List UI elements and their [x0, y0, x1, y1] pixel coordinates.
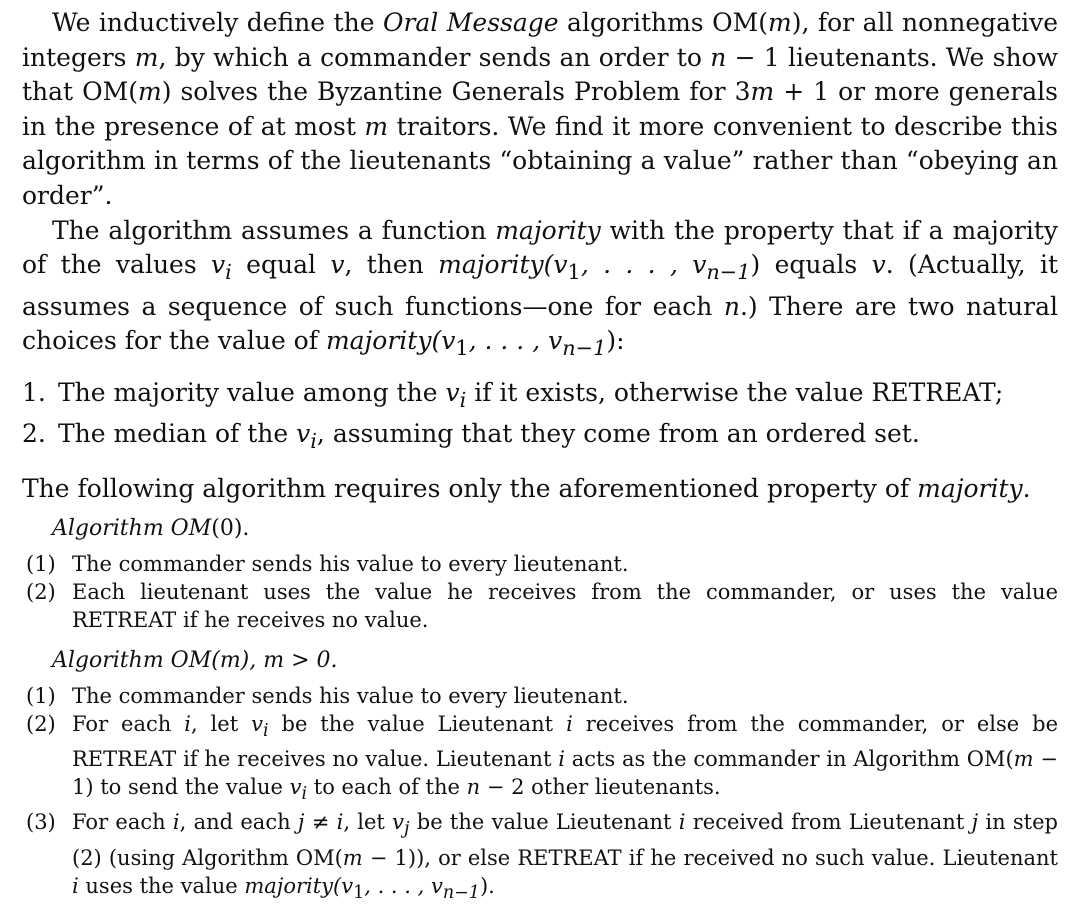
text-run: − 1 lieutenants. We show that OM(	[22, 42, 1059, 107]
text-run: j	[971, 810, 979, 835]
text-run: Algorithm OM	[52, 515, 212, 541]
text-run: 1	[353, 882, 365, 903]
text-run: m	[750, 77, 775, 107]
text-run: v	[330, 250, 345, 280]
text-run: i	[678, 810, 686, 835]
text-run: (v	[543, 250, 568, 280]
text-run: m	[134, 42, 159, 72]
text-run: i	[310, 428, 317, 453]
text-run: ):	[606, 326, 625, 356]
text-run: equal	[231, 250, 331, 280]
text-run: i	[72, 873, 79, 898]
text-run: , . . . , v	[364, 873, 443, 898]
text-run: in step (2) (using Algorithm OM(	[72, 810, 1058, 870]
text-run: n−1	[562, 336, 607, 361]
text-run: Oral Message	[382, 8, 559, 37]
text-run: ) equals	[750, 250, 872, 280]
step-number: (2)	[26, 711, 56, 736]
text-run: The algorithm assumes a function	[52, 215, 496, 245]
text-run: v	[296, 418, 311, 448]
text-run: We inductively define the	[52, 8, 383, 37]
text-run: be the value Lieutenant	[409, 810, 679, 835]
text-run: to each of the	[307, 775, 467, 800]
step-number: (3)	[26, 810, 56, 835]
text-run: i	[459, 387, 467, 412]
text-run: i	[301, 784, 308, 805]
text-run: v	[251, 711, 263, 736]
text-run: , by which a commander sends an order to	[158, 42, 711, 72]
text-run: algorithms OM(	[558, 8, 768, 37]
text-run: (v	[333, 873, 354, 898]
text-run: n	[723, 291, 740, 321]
text-run: received from Lieutenant	[685, 810, 972, 835]
text-run: .	[1022, 473, 1031, 503]
text-run: The following algorithm requires only the aforementioned property of	[22, 473, 918, 503]
algorithm-step	[22, 578, 1058, 634]
text-run: n	[710, 42, 727, 72]
text-run: , . . . , v	[468, 326, 563, 356]
text-run: m	[137, 77, 162, 107]
text-run: , assuming that they come from an ordered set.	[316, 418, 920, 448]
text-run: The majority value among the	[58, 377, 446, 407]
text-run: + 1 or more generals in the presence of at most	[22, 77, 1059, 141]
text-run: m	[1013, 747, 1034, 772]
algorithm-omm-heading	[52, 646, 1058, 676]
step-number: (1)	[26, 683, 56, 708]
majority-choices-list	[22, 376, 1058, 458]
text-run: ) solves the Byzantine Generals Problem for 3	[161, 77, 751, 107]
list-item	[22, 417, 1058, 458]
text-run: majority	[495, 215, 601, 245]
text-run: j ≠ i	[297, 810, 344, 835]
text-run: − 2 other lieutenants.	[480, 775, 721, 800]
text-run: v	[211, 250, 226, 280]
text-run: For each	[72, 711, 185, 736]
text-run: i	[184, 711, 191, 736]
text-run: i	[262, 721, 269, 742]
text-run: receives from the commander, or else be RETREAT if he receives no value. Lieutenant	[72, 711, 1058, 772]
list-number: 2.	[22, 418, 46, 448]
algorithm-step	[22, 550, 1058, 578]
text-run: , . . . , v	[580, 250, 707, 280]
text-run: i	[172, 810, 180, 835]
text-run: (v	[431, 326, 456, 356]
text-run: i	[558, 747, 565, 772]
text-run: , and each	[179, 810, 298, 835]
text-run: , let	[190, 711, 252, 736]
paragraph-majority	[22, 214, 1058, 366]
text-run: majority	[438, 250, 544, 280]
text-run: m	[364, 111, 389, 141]
text-run: be the value Lieutenant	[268, 711, 567, 736]
text-run: majority	[917, 473, 1023, 503]
text-run: ).	[479, 873, 495, 898]
text-run: with the property that if a majority of the values	[22, 215, 1058, 280]
text-run: v	[392, 810, 405, 835]
step-text: The commander sends his value to every lieutenant.	[72, 683, 629, 708]
text-run: , then	[344, 250, 439, 280]
text-run: acts as the commander in Algorithm OM(	[564, 747, 1014, 772]
list-number: 1.	[22, 377, 46, 407]
text-run: ), for all nonnegative integers	[22, 8, 1058, 72]
text-run: Algorithm OM	[52, 647, 212, 673]
algorithm-step	[22, 682, 1058, 710]
text-run: majority	[325, 326, 432, 356]
algorithm-omm-steps	[22, 682, 1058, 907]
text-run: , let	[343, 810, 393, 835]
list-item	[22, 376, 1058, 417]
text-run: majority	[244, 873, 334, 898]
text-run: − 1)), or else RETREAT if he received no such value. Lieutenant	[362, 845, 1058, 870]
text-run: m	[767, 8, 792, 37]
step-text: The commander sends his value to every lieutenant.	[72, 551, 629, 576]
text-run: For each	[72, 810, 173, 835]
algorithm-om0-steps	[22, 550, 1058, 634]
text-run: v	[871, 250, 886, 280]
paragraph-definition	[22, 6, 1058, 214]
text-run: traitors. We find it more convenient to describe this algorithm in terms of the lieutenants “obtaining a value” rather than “obeying an order”.	[22, 111, 1058, 210]
text-run: n	[466, 775, 481, 800]
text-run: m	[342, 845, 363, 870]
text-run: (0).	[211, 515, 250, 541]
text-run: j	[404, 819, 410, 840]
step-number: (2)	[26, 579, 56, 604]
document-page	[22, 6, 1058, 907]
text-run: n−1	[706, 260, 751, 285]
text-run: if it exists, otherwise the value RETREAT;	[466, 377, 1004, 407]
text-run: 1	[567, 260, 581, 285]
text-run: i	[566, 711, 573, 736]
text-run: v	[445, 377, 460, 407]
text-run: i	[225, 260, 232, 285]
text-run: v	[289, 775, 302, 800]
algorithm-om0-heading	[52, 514, 1058, 544]
step-text: Each lieutenant uses the value he receives from the commander, or uses the value RETREAT if he receives no value.	[72, 579, 1058, 632]
paragraph-following	[22, 472, 1058, 506]
text-run: − 1) to send the value	[72, 747, 1058, 800]
text-run: uses the value	[78, 873, 245, 898]
algorithm-step	[22, 710, 1058, 808]
step-number: (1)	[26, 551, 56, 576]
text-run: The median of the	[58, 418, 297, 448]
text-run: .) There are two natural choices for the value of	[22, 291, 1058, 356]
text-run: (m), m > 0.	[211, 647, 338, 673]
text-run: n−1	[442, 882, 480, 903]
text-run: 1	[455, 336, 469, 361]
text-run: . (Actually, it assumes a sequence of such functions—one for each	[22, 250, 1058, 321]
